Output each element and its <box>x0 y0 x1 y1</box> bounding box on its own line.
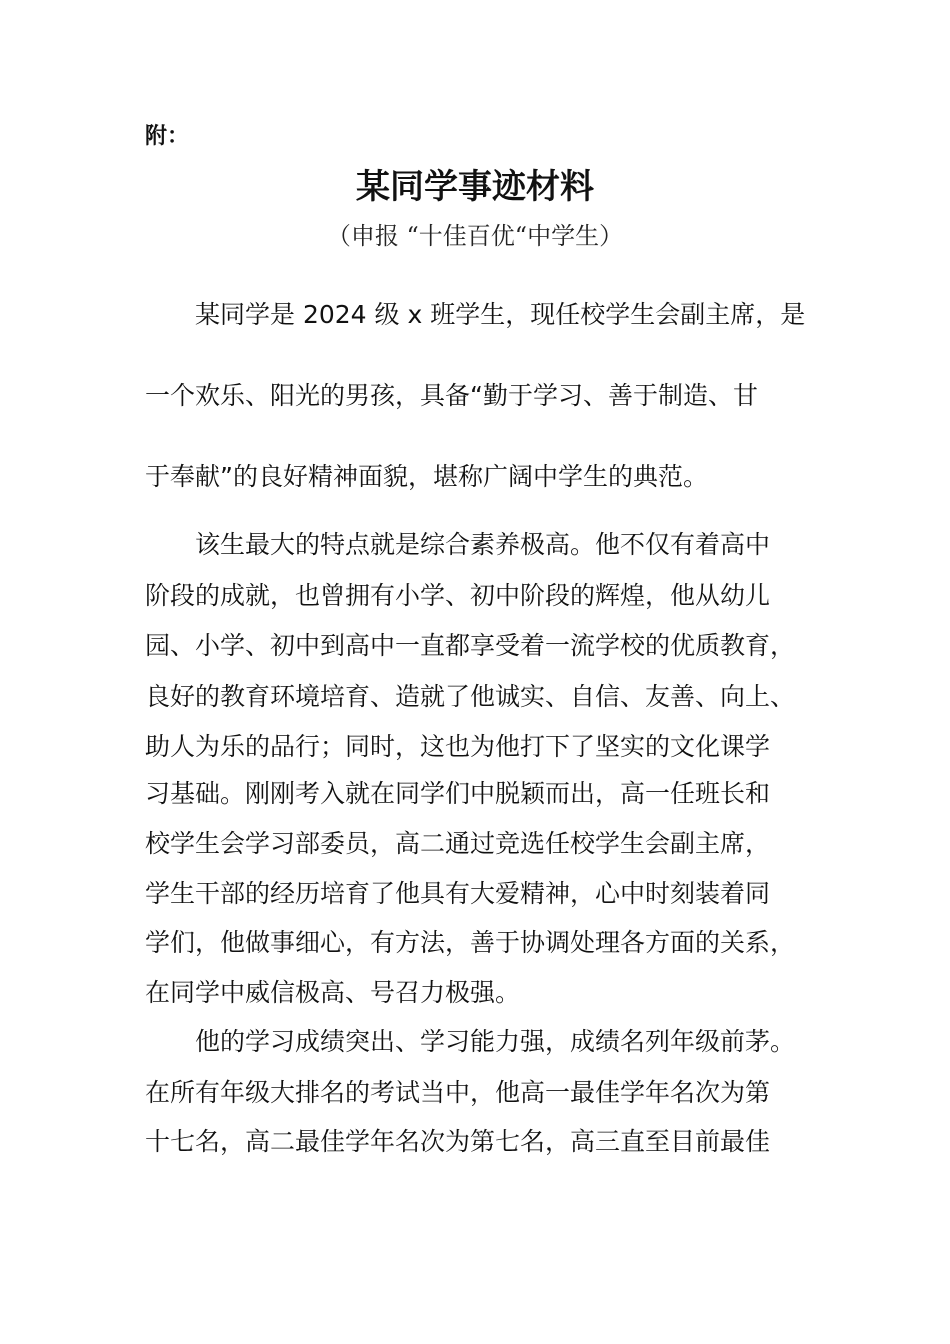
body-line: 他的学习成绩突出、学习能力强，成绩名列年级前茅。 <box>195 1027 796 1056</box>
body-line: 学生干部的经历培育了他具有大爱精神，心中时刻装着同 <box>145 879 771 908</box>
body-line: 良好的教育环境培育、造就了他诚实、自信、友善、向上、 <box>145 682 796 711</box>
document-title: 某同学事迹材料 <box>356 167 594 207</box>
body-line: 十七名，高二最佳学年名次为第七名，高三直至目前最佳 <box>145 1127 771 1156</box>
body-line: 园、小学、初中到高中一直都享受着一流学校的优质教育， <box>145 631 796 660</box>
body-line: 一个欢乐、阳光的男孩，具备“勤于学习、善于制造、甘 <box>145 381 758 410</box>
body-line: 于奉献”的良好精神面貌，堪称广阔中学生的典范。 <box>145 462 708 491</box>
body-line: 该生最大的特点就是综合素养极高。他不仅有着高中 <box>195 530 771 559</box>
body-line: 习基础。刚刚考入就在同学们中脱颖而出，高一任班长和 <box>145 779 771 808</box>
body-line: 阶段的成就，也曾拥有小学、初中阶段的辉煌，他从幼儿 <box>145 581 771 610</box>
body-line: 校学生会学习部委员，高二通过竞选任校学生会副主席， <box>145 829 771 858</box>
attachment-label: 附： <box>145 124 190 149</box>
body-line: 在同学中威信极高、号召力极强。 <box>145 978 521 1007</box>
document-subtitle: （申报 “十佳百优“中学生） <box>326 222 624 250</box>
body-line: 在所有年级大排名的考试当中，他高一最佳学年名次为第 <box>145 1078 771 1107</box>
body-line: 某同学是 2024 级 x 班学生，现任校学生会副主席，是 <box>195 300 806 329</box>
body-line: 学们，他做事细心，有方法，善于协调处理各方面的关系， <box>145 928 796 957</box>
body-line: 助人为乐的品行；同时，这也为他打下了坚实的文化课学 <box>145 732 771 761</box>
